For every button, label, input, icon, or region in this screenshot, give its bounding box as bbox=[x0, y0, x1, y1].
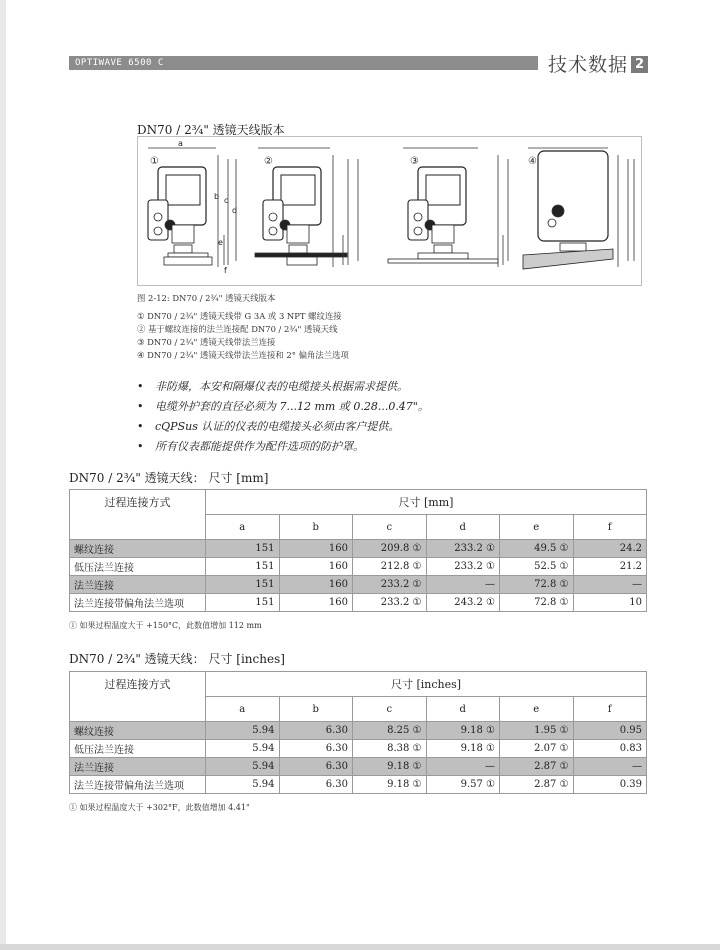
row-label: 螺纹连接 bbox=[70, 540, 206, 558]
cell: 2.87 ① bbox=[500, 776, 574, 794]
figure-item-4: ④ DN70 / 2¾" 透镜天线带法兰连接和 2° 偏角法兰选项 bbox=[137, 350, 349, 360]
cell: 5.94 bbox=[206, 722, 280, 740]
cell: — bbox=[426, 576, 500, 594]
dim-letter-b: b bbox=[214, 192, 220, 201]
table-mm-footnote: ① 如果过程温度大于 +150°C，此数值增加 112 mm bbox=[69, 621, 262, 630]
section-number: 2 bbox=[631, 56, 648, 73]
note-item bbox=[137, 437, 429, 457]
row-label: 法兰连接 bbox=[70, 576, 206, 594]
cell: 0.95 bbox=[573, 722, 647, 740]
cell: 21.2 bbox=[573, 558, 647, 576]
table-dim-header: 尺寸 [mm] bbox=[206, 490, 647, 515]
cell: 243.2 ① bbox=[426, 594, 500, 612]
cell: 8.38 ① bbox=[353, 740, 427, 758]
table-row bbox=[70, 722, 647, 740]
table-inches bbox=[69, 671, 647, 794]
cell: — bbox=[573, 576, 647, 594]
figure-item-2: ② 基于螺纹连接的法兰连接配 DN70 / 2¾" 透镜天线 bbox=[137, 324, 338, 334]
table-row bbox=[70, 540, 647, 558]
header-product-bar bbox=[69, 56, 538, 70]
cell: 151 bbox=[206, 558, 280, 576]
col-header-f: f bbox=[573, 697, 647, 722]
bullet: • bbox=[137, 380, 144, 393]
figure-title: DN70 / 2¾" 透镜天线版本 bbox=[137, 123, 285, 137]
view-number-2: ② bbox=[264, 156, 273, 167]
cell: 6.30 bbox=[279, 776, 353, 794]
col-header-c: c bbox=[353, 697, 427, 722]
col-header-b: b bbox=[279, 515, 353, 540]
cell: 52.5 ① bbox=[500, 558, 574, 576]
figure-item-3: ③ DN70 / 2¾" 透镜天线带法兰连接 bbox=[137, 337, 276, 347]
col-header-f: f bbox=[573, 515, 647, 540]
dim-letter-a: a bbox=[178, 139, 183, 148]
section-title: 技术数据 bbox=[548, 54, 629, 76]
dimension-drawing-svg bbox=[138, 137, 643, 287]
cell: 1.95 ① bbox=[500, 722, 574, 740]
cell: 209.8 ① bbox=[353, 540, 427, 558]
figure-item-1: ① DN70 / 2¾" 透镜天线带 G 3A 或 3 NPT 螺纹连接 bbox=[137, 311, 342, 321]
table-inches-title: DN70 / 2¾" 透镜天线： 尺寸 [inches] bbox=[69, 652, 285, 666]
table-mm-title: DN70 / 2¾" 透镜天线： 尺寸 [mm] bbox=[69, 471, 269, 485]
bullet: • bbox=[137, 400, 144, 413]
cell: 9.57 ① bbox=[426, 776, 500, 794]
cell: 233.2 ① bbox=[426, 540, 500, 558]
table-inches-footnote: ① 如果过程温度大于 +302°F，此数值增加 4.41" bbox=[69, 803, 250, 812]
note-text: 所有仪表都能提供作为配件选项的防护罩。 bbox=[155, 440, 364, 453]
bullet: • bbox=[137, 420, 144, 433]
dimension-drawing bbox=[137, 136, 642, 286]
cell: 151 bbox=[206, 540, 280, 558]
col-header-d: d bbox=[426, 515, 500, 540]
cell: 151 bbox=[206, 594, 280, 612]
row-label: 低压法兰连接 bbox=[70, 558, 206, 576]
dim-letter-d: d bbox=[232, 206, 238, 215]
cell: 212.8 ① bbox=[353, 558, 427, 576]
note-item bbox=[137, 417, 429, 437]
cell: 72.8 ① bbox=[500, 576, 574, 594]
cell: 160 bbox=[279, 558, 353, 576]
note-text: 电缆外护套的直径必须为 7...12 mm 或 0.28...0.47"。 bbox=[155, 400, 429, 413]
col-header-e: e bbox=[500, 515, 574, 540]
page-edge bbox=[0, 0, 6, 950]
table-row bbox=[70, 558, 647, 576]
cell: 24.2 bbox=[573, 540, 647, 558]
col-header-c: c bbox=[353, 515, 427, 540]
cell: 151 bbox=[206, 576, 280, 594]
cell: 5.94 bbox=[206, 758, 280, 776]
cell: 6.30 bbox=[279, 722, 353, 740]
cell: 233.2 ① bbox=[426, 558, 500, 576]
cell: 160 bbox=[279, 576, 353, 594]
row-label: 低压法兰连接 bbox=[70, 740, 206, 758]
notes-list bbox=[137, 377, 429, 457]
figure-caption-block bbox=[137, 292, 349, 362]
cell: 6.30 bbox=[279, 758, 353, 776]
cell: 8.25 ① bbox=[353, 722, 427, 740]
page-bottom-edge bbox=[0, 944, 720, 950]
note-text: cQPSus 认证的仪表的电缆接头必须由客户提供。 bbox=[155, 420, 400, 433]
row-label: 法兰连接 bbox=[70, 758, 206, 776]
row-label: 法兰连接带偏角法兰选项 bbox=[70, 594, 206, 612]
dim-letter-e: e bbox=[218, 238, 223, 247]
table-row-header: 过程连接方式 bbox=[70, 490, 206, 540]
note-item bbox=[137, 377, 429, 397]
cell: 9.18 ① bbox=[426, 740, 500, 758]
table-row bbox=[70, 758, 647, 776]
cell: 6.30 bbox=[279, 740, 353, 758]
col-header-b: b bbox=[279, 697, 353, 722]
table-mm bbox=[69, 489, 647, 612]
note-item bbox=[137, 397, 429, 417]
cell: 5.94 bbox=[206, 776, 280, 794]
dim-letter-c: c bbox=[224, 196, 229, 205]
cell: 0.39 bbox=[573, 776, 647, 794]
cell: 160 bbox=[279, 540, 353, 558]
cell: 9.18 ① bbox=[426, 722, 500, 740]
cell: 5.94 bbox=[206, 740, 280, 758]
cell: 72.8 ① bbox=[500, 594, 574, 612]
row-label: 法兰连接带偏角法兰选项 bbox=[70, 776, 206, 794]
cell: 10 bbox=[573, 594, 647, 612]
table-row bbox=[70, 594, 647, 612]
cell: 233.2 ① bbox=[353, 594, 427, 612]
cell: 160 bbox=[279, 594, 353, 612]
cell: 49.5 ① bbox=[500, 540, 574, 558]
cell: 2.07 ① bbox=[500, 740, 574, 758]
col-header-e: e bbox=[500, 697, 574, 722]
header-product: OPTIWAVE 6500 C bbox=[75, 58, 164, 68]
row-label: 螺纹连接 bbox=[70, 722, 206, 740]
figure-caption: 图 2-12: DN70 / 2¾" 透镜天线版本 bbox=[137, 293, 276, 303]
bullet: • bbox=[137, 440, 144, 453]
cell: 9.18 ① bbox=[353, 758, 427, 776]
cell: — bbox=[426, 758, 500, 776]
dim-letter-f: f bbox=[224, 266, 227, 275]
table-row bbox=[70, 576, 647, 594]
cell: 9.18 ① bbox=[353, 776, 427, 794]
cell: — bbox=[573, 758, 647, 776]
note-text: 非防爆，本安和隔爆仪表的电缆接头根据需求提供。 bbox=[155, 380, 408, 393]
table-row bbox=[70, 776, 647, 794]
table-dim-header: 尺寸 [inches] bbox=[206, 672, 647, 697]
cell: 2.87 ① bbox=[500, 758, 574, 776]
cell: 0.83 bbox=[573, 740, 647, 758]
table-row-header: 过程连接方式 bbox=[70, 672, 206, 722]
col-header-a: a bbox=[206, 515, 280, 540]
cell: 233.2 ① bbox=[353, 576, 427, 594]
col-header-a: a bbox=[206, 697, 280, 722]
view-number-1: ① bbox=[150, 156, 159, 167]
view-number-3: ③ bbox=[410, 156, 419, 167]
view-number-4: ④ bbox=[528, 156, 537, 167]
col-header-d: d bbox=[426, 697, 500, 722]
table-row bbox=[70, 740, 647, 758]
